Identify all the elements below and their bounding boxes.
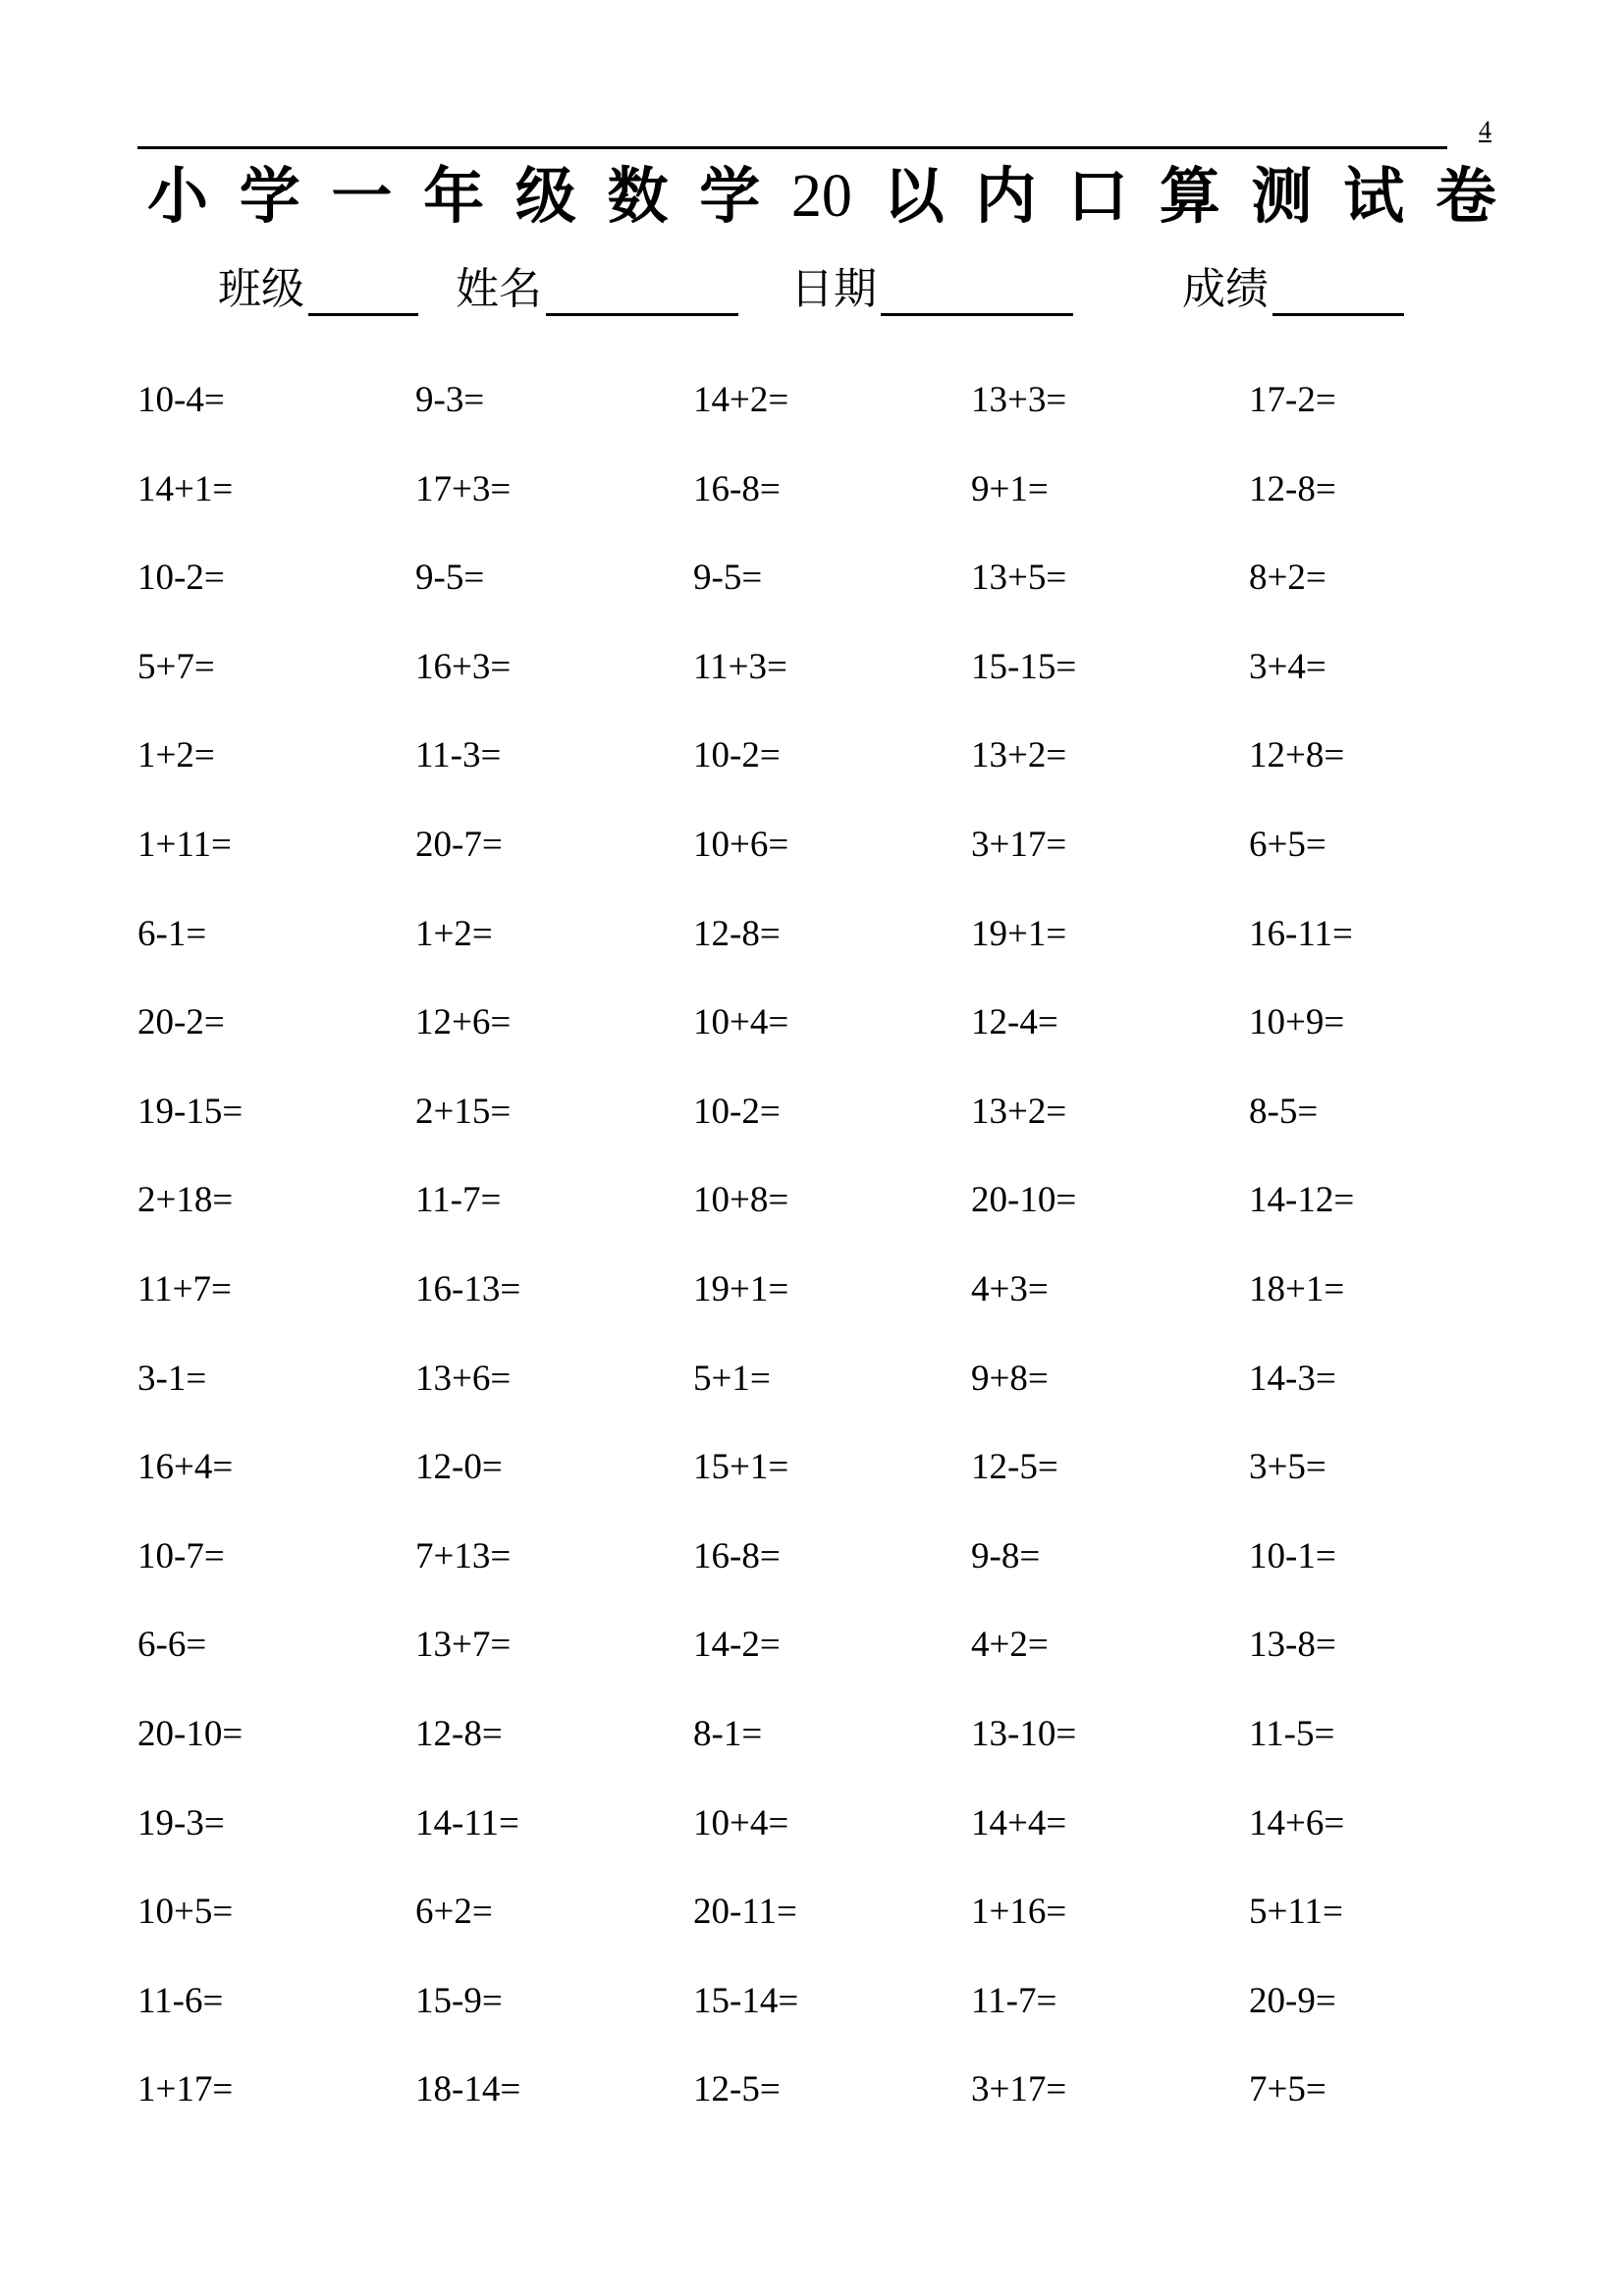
title-char: 一 — [331, 160, 393, 232]
problem-item: 13+5= — [971, 558, 1067, 599]
problem-item: 2+15= — [415, 1091, 512, 1132]
problem-item: 13+6= — [415, 1358, 512, 1399]
problem-item: 12+6= — [415, 1002, 512, 1043]
problem-item: 5+7= — [137, 646, 215, 687]
date-blank — [881, 270, 1073, 316]
problem-item: 19+1= — [971, 913, 1067, 954]
problem-item: 9-3= — [415, 380, 485, 420]
problem-item: 11-5= — [1249, 1713, 1335, 1754]
problem-item: 14+4= — [971, 1802, 1067, 1843]
problem-item: 2+18= — [137, 1180, 234, 1221]
problem-item: 3+4= — [1249, 646, 1326, 687]
name-field — [456, 253, 738, 316]
problem-item: 12-8= — [415, 1713, 503, 1754]
problem-item: 7+13= — [415, 1535, 512, 1576]
problem-item: 11-6= — [137, 1980, 224, 2021]
problem-item: 12+8= — [1249, 735, 1345, 776]
problem-item: 10+4= — [693, 1802, 789, 1843]
problem-item: 10+6= — [693, 824, 789, 865]
problem-item: 10-2= — [137, 558, 225, 599]
problem-item: 14+1= — [137, 468, 234, 509]
problem-item: 12-4= — [971, 1002, 1058, 1043]
class-field — [218, 253, 418, 316]
title-char: 测 — [1251, 160, 1313, 232]
problem-item: 8-1= — [693, 1713, 763, 1754]
page-number: 4 — [1479, 116, 1491, 144]
problem-item: 5+11= — [1249, 1892, 1343, 1933]
problem-item: 7+5= — [1249, 2069, 1326, 2110]
problem-item: 16-8= — [693, 1535, 781, 1576]
worksheet-title — [147, 157, 1496, 236]
problem-item: 19-15= — [137, 1091, 244, 1132]
problem-item: 14-3= — [1249, 1358, 1336, 1399]
problem-item: 16-11= — [1249, 913, 1353, 954]
problem-item: 14+2= — [693, 380, 789, 420]
problem-item: 6-1= — [137, 913, 207, 954]
problem-item: 20-10= — [971, 1180, 1077, 1221]
title-char: 级 — [514, 160, 576, 232]
score-blank — [1272, 270, 1404, 316]
problem-item: 10-7= — [137, 1535, 225, 1576]
class-label: 班级 — [218, 264, 304, 314]
problem-item: 12-0= — [415, 1447, 503, 1488]
problem-item: 3-1= — [137, 1358, 207, 1399]
class-blank — [308, 270, 418, 316]
problem-item: 20-9= — [1249, 1980, 1336, 2021]
problem-item: 9+1= — [971, 468, 1049, 509]
problem-item: 14-2= — [693, 1625, 781, 1666]
problem-item: 10+4= — [693, 1002, 789, 1043]
problem-item: 18-14= — [415, 2069, 521, 2110]
problem-item: 8-5= — [1249, 1091, 1319, 1132]
problem-item: 10-2= — [693, 1091, 781, 1132]
problem-grid — [137, 373, 1532, 2152]
problem-item: 12-5= — [971, 1447, 1058, 1488]
problem-item: 1+2= — [415, 913, 493, 954]
problem-item: 13-8= — [1249, 1625, 1336, 1666]
problem-item: 11-3= — [415, 735, 502, 776]
problem-item: 17-2= — [1249, 380, 1336, 420]
name-label: 姓名 — [456, 264, 542, 314]
problem-item: 10+5= — [137, 1892, 234, 1933]
problem-item: 3+17= — [971, 824, 1067, 865]
problem-item: 10-1= — [1249, 1535, 1336, 1576]
problem-item: 8+2= — [1249, 558, 1326, 599]
title-char: 试 — [1343, 160, 1405, 232]
problem-item: 19-3= — [137, 1802, 225, 1843]
problem-item: 11-7= — [971, 1980, 1057, 2021]
problem-item: 1+17= — [137, 2069, 234, 2110]
title-char: 口 — [1067, 160, 1129, 232]
problem-item: 20-2= — [137, 1002, 225, 1043]
date-field — [790, 253, 1073, 316]
problem-item: 6+5= — [1249, 824, 1326, 865]
problem-item: 10-2= — [693, 735, 781, 776]
problem-item: 15+1= — [693, 1447, 789, 1488]
problem-item: 9-5= — [415, 558, 485, 599]
problem-item: 9-8= — [971, 1535, 1041, 1576]
problem-item: 5+1= — [693, 1358, 771, 1399]
problem-item: 16+3= — [415, 646, 512, 687]
title-char: 卷 — [1435, 160, 1496, 232]
problem-item: 20-10= — [137, 1713, 244, 1754]
problem-item: 12-8= — [1249, 468, 1336, 509]
problem-item: 11-7= — [415, 1180, 502, 1221]
title-char: 20 — [790, 163, 852, 230]
problem-item: 13+2= — [971, 735, 1067, 776]
problem-item: 19+1= — [693, 1268, 789, 1309]
problem-item: 20-7= — [415, 824, 503, 865]
problem-item: 9+8= — [971, 1358, 1049, 1399]
problem-item: 15-14= — [693, 1980, 799, 2021]
problem-item: 18+1= — [1249, 1268, 1345, 1309]
problem-item: 16+4= — [137, 1447, 234, 1488]
title-char: 算 — [1159, 160, 1220, 232]
problem-item: 14-11= — [415, 1802, 519, 1843]
problem-item: 12-5= — [693, 2069, 781, 2110]
problem-item: 6+2= — [415, 1892, 493, 1933]
problem-item: 10+9= — [1249, 1002, 1345, 1043]
student-info-row — [0, 253, 1624, 312]
title-char: 数 — [607, 160, 669, 232]
name-blank — [546, 270, 738, 316]
date-label: 日期 — [790, 264, 877, 314]
problem-item: 1+2= — [137, 735, 215, 776]
problem-item: 12-8= — [693, 913, 781, 954]
problem-item: 13+3= — [971, 380, 1067, 420]
score-field — [1182, 253, 1404, 316]
problem-item: 14-12= — [1249, 1180, 1355, 1221]
problem-item: 3+17= — [971, 2069, 1067, 2110]
problem-item: 4+2= — [971, 1625, 1049, 1666]
problem-item: 3+5= — [1249, 1447, 1326, 1488]
title-char: 学 — [239, 160, 300, 232]
problem-item: 10+8= — [693, 1180, 789, 1221]
problem-item: 11+7= — [137, 1268, 232, 1309]
problem-item: 16-13= — [415, 1268, 521, 1309]
problem-item: 16-8= — [693, 468, 781, 509]
score-label: 成绩 — [1182, 264, 1269, 314]
problem-item: 6-6= — [137, 1625, 207, 1666]
title-char: 小 — [147, 160, 209, 232]
problem-item: 13+2= — [971, 1091, 1067, 1132]
problem-item: 17+3= — [415, 468, 512, 509]
problem-item: 1+11= — [137, 824, 232, 865]
problem-item: 10-4= — [137, 380, 225, 420]
header-rule — [137, 146, 1447, 149]
problem-item: 13-10= — [971, 1713, 1077, 1754]
problem-item: 13+7= — [415, 1625, 512, 1666]
problem-item: 11+3= — [693, 646, 787, 687]
problem-item: 20-11= — [693, 1892, 797, 1933]
title-char: 学 — [699, 160, 761, 232]
problem-item: 1+16= — [971, 1892, 1067, 1933]
title-char: 内 — [975, 160, 1037, 232]
problem-item: 9-5= — [693, 558, 763, 599]
problem-item: 4+3= — [971, 1268, 1049, 1309]
problem-item: 14+6= — [1249, 1802, 1345, 1843]
title-char: 以 — [883, 160, 945, 232]
problem-item: 15-9= — [415, 1980, 503, 2021]
title-char: 年 — [423, 160, 485, 232]
problem-item: 15-15= — [971, 646, 1077, 687]
